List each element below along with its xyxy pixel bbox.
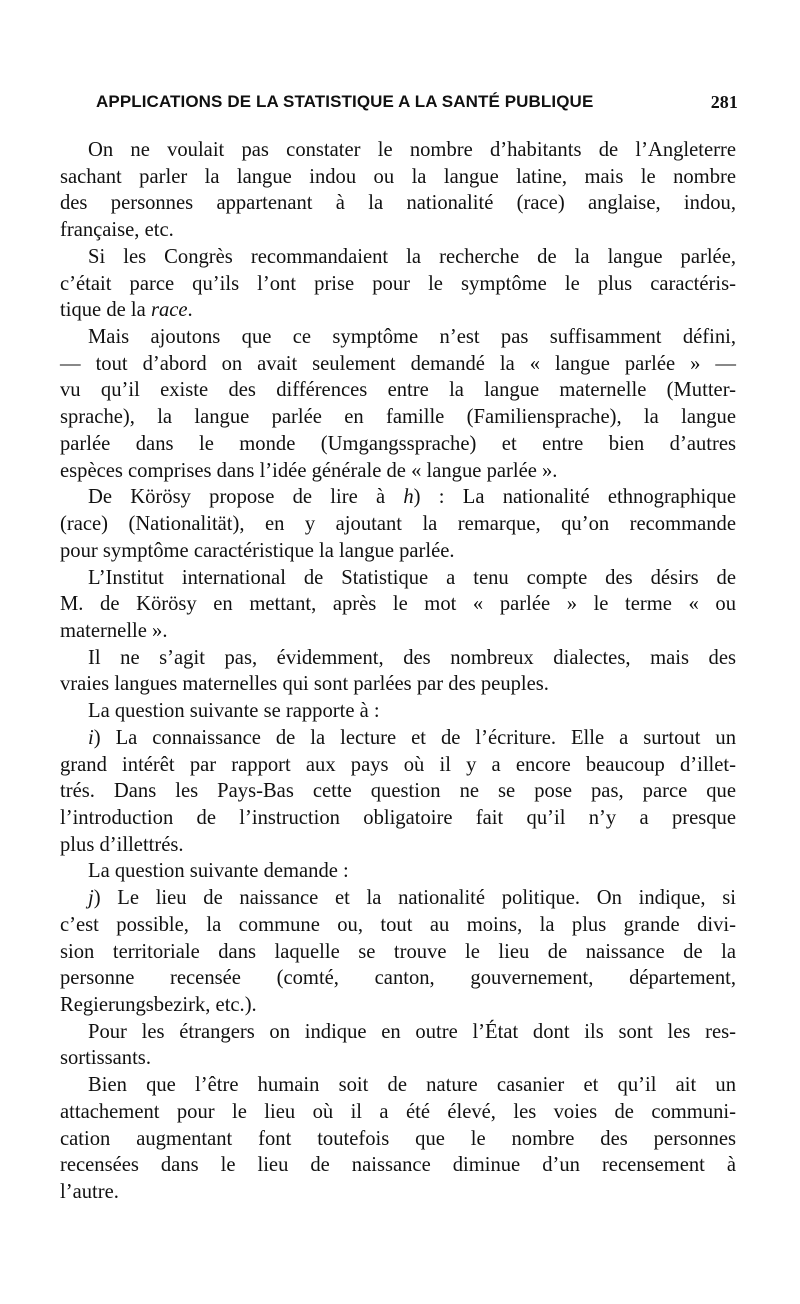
text-line: pour symptôme caractéristique la langue parlée.	[60, 539, 455, 562]
text-line: — tout d’abord on avait seulement demandé la « langue parlée » —	[60, 352, 736, 375]
text-line: M. de Körösy en mettant, après le mot « parlée » le terme « ou	[60, 593, 736, 616]
text-segment: tique de la	[60, 299, 151, 322]
text-line: sachant parler la langue indou ou la langue latine, mais le nombre	[60, 165, 736, 188]
italic-text: j	[88, 887, 94, 910]
text-line: c’est possible, la commune ou, tout au moins, la plus grande divi-	[60, 913, 736, 936]
italic-text: h	[403, 486, 414, 509]
text-line: trés. Dans les Pays-Bas cette question ne se pose pas, parce que	[60, 780, 736, 803]
text-line: La question suivante demande :	[88, 860, 349, 883]
text-line: L’Institut international de Statistique a tenu compte des désirs de	[88, 566, 736, 589]
running-header-title: APPLICATIONS DE LA STATISTIQUE A LA SANTÉ PUBLIQUE	[96, 92, 594, 111]
text-line: personne recensée (comté, canton, gouvernement, département,	[60, 967, 736, 990]
text-line: On ne voulait pas constater le nombre d’habitants de l’Angleterre	[88, 139, 736, 161]
text-line: sion territoriale dans laquelle se trouve le lieu de naissance de la	[60, 940, 736, 963]
text-line	[60, 885, 736, 912]
text-line: Mais ajoutons que ce symptôme n’est pas suffisamment défini,	[88, 326, 736, 349]
text-segment: ) La connaissance de la lecture et de l’écriture. Elle a surtout un	[93, 726, 736, 749]
text-line: Bien que l’être humain soit de nature casanier et qu’il ait un	[88, 1074, 736, 1097]
body-text	[60, 137, 736, 1206]
text-line: sprache), la langue parlée en famille (Familiensprache), la langue	[60, 406, 736, 429]
text-line: l’autre.	[60, 1181, 119, 1204]
text-segment: De Körösy propose de lire à	[88, 486, 404, 509]
text-line: grand intérêt par rapport aux pays où il y a encore beaucoup d’illet-	[60, 753, 736, 776]
running-header	[96, 92, 738, 122]
text-line: attachement pour le lieu où il a été élevé, les voies de communi-	[60, 1100, 736, 1123]
text-line: Pour les étrangers on indique en outre l’État dont ils sont les res-	[88, 1020, 736, 1043]
text-line: maternelle ».	[60, 619, 168, 642]
text-line: (race) (Nationalität), en y ajoutant la remarque, qu’on recommande	[60, 513, 736, 536]
text-line: vu qu’il existe des différences entre la langue maternelle (Mutter-	[60, 379, 736, 402]
italic-text: i	[88, 726, 94, 749]
text-line: Si les Congrès recommandaient la recherche de la langue parlée,	[88, 245, 736, 268]
text-line: espèces comprises dans l’idée générale de « langue parlée ».	[60, 459, 558, 482]
text-line: Il ne s’agit pas, évidemment, des nombreux dialectes, mais des	[88, 646, 736, 669]
text-line: vraies langues maternelles qui sont parlées par des peuples.	[60, 673, 549, 696]
text-segment: .	[187, 299, 193, 322]
text-line	[60, 725, 736, 752]
text-line: cation augmentant font toutefois que le nombre des personnes	[60, 1127, 736, 1150]
text-line: La question suivante se rapporte à :	[88, 700, 380, 723]
text-line: c’était parce qu’ils l’ont prise pour le symptôme le plus caractéris-	[60, 272, 736, 295]
text-line: française, etc.	[60, 219, 174, 242]
text-line: l’introduction de l’instruction obligatoire fait qu’il n’y a presque	[60, 806, 736, 829]
text-line: des personnes appartenant à la nationalité (race) anglaise, indou,	[60, 192, 736, 215]
text-line: parlée dans le monde (Umgangssprache) et entre bien d’autres	[60, 432, 736, 455]
text-line	[60, 297, 736, 324]
text-line: plus d’illettrés.	[60, 833, 184, 856]
text-line: Regierungsbezirk, etc.).	[60, 994, 257, 1016]
text-line: recensées dans le lieu de naissance diminue d’un recensement à	[60, 1154, 736, 1177]
text-line: sortissants.	[60, 1047, 151, 1070]
text-segment: ) : La nationalité ethnographique	[413, 486, 736, 509]
page-number: 281	[710, 92, 738, 112]
text-line	[60, 484, 736, 511]
italic-text: race	[150, 299, 188, 322]
text-segment: ) Le lieu de naissance et la nationalité politique. On indique, si	[93, 887, 736, 910]
